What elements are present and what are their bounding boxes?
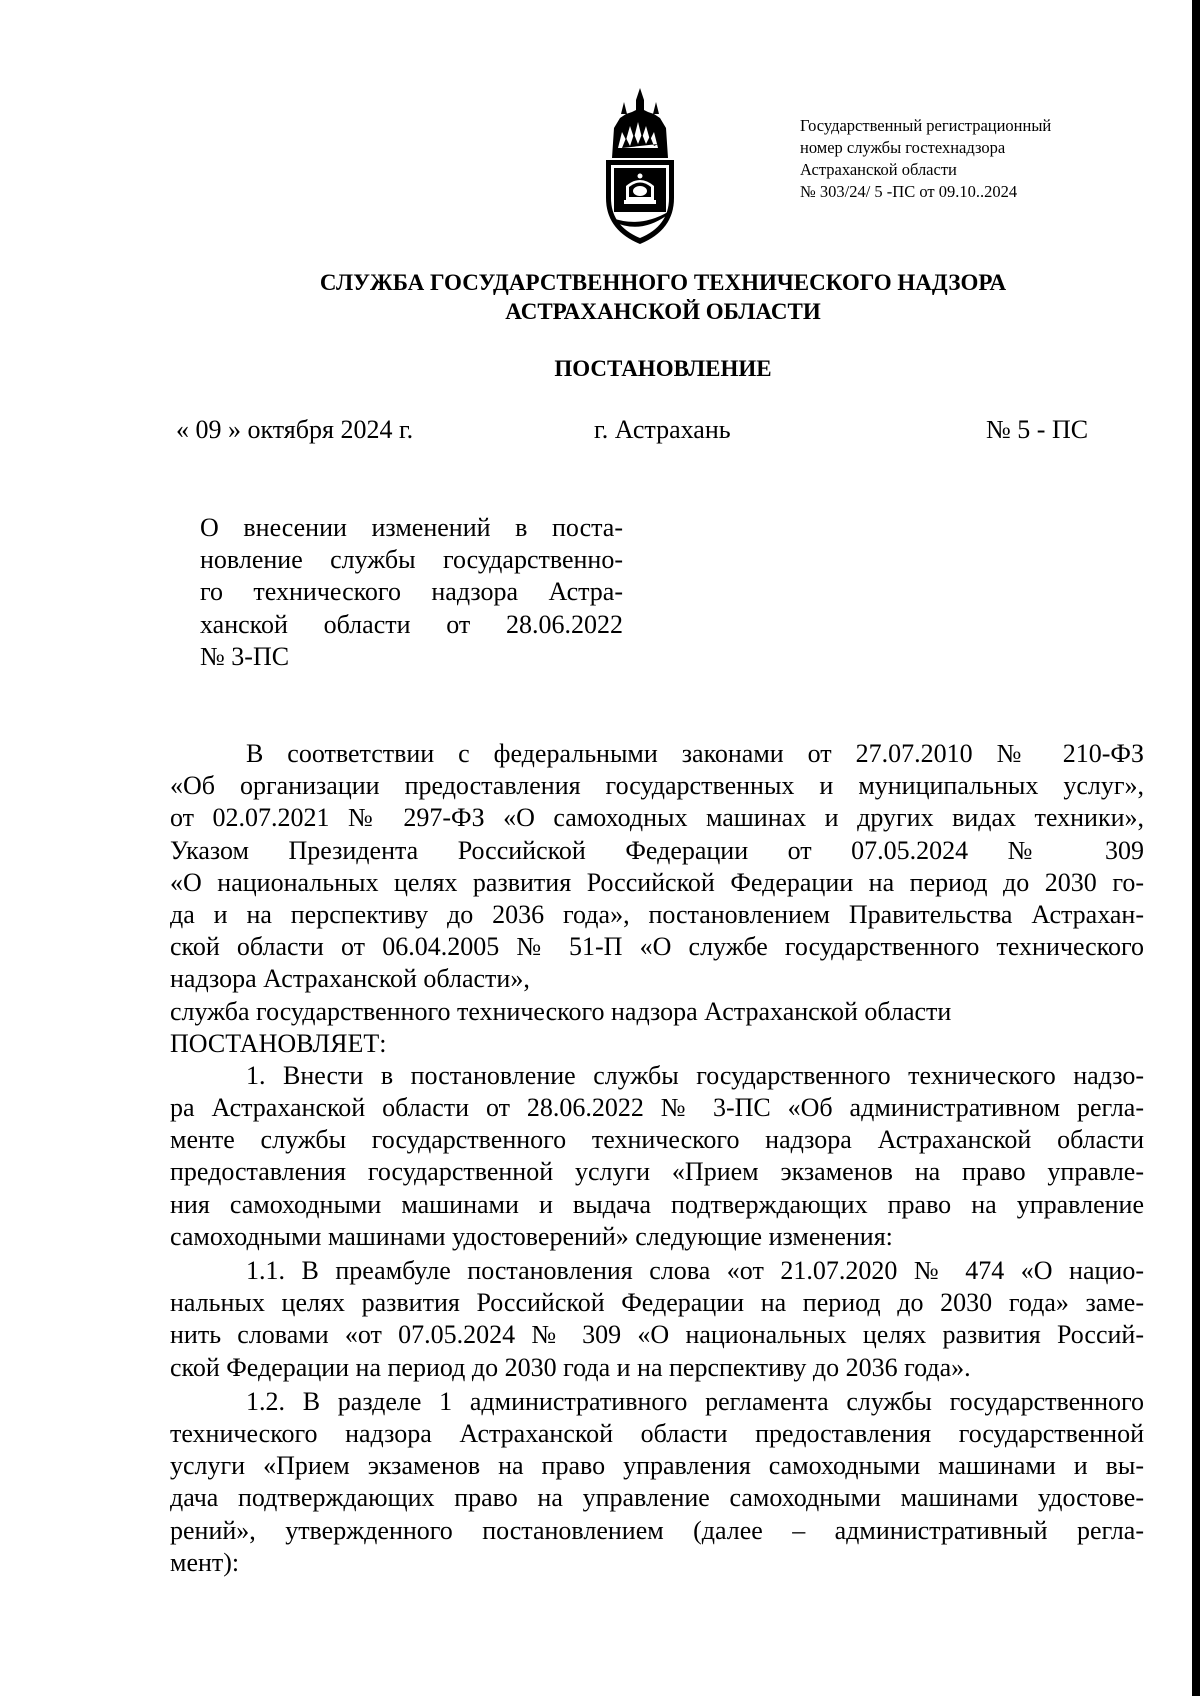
item-1-1-line: 1.1. В преамбуле постановления слова «от 21.07.2020 № 474 «О нацио-	[246, 1256, 1144, 1285]
subject-line: новление службы государственно-	[200, 545, 623, 575]
preamble-line: надзора Астраханской области»,	[170, 964, 530, 994]
preamble-line: да и на перспективу до 2036 года», постановлением Правительства Астрахан-	[170, 899, 1144, 929]
organization-title-line: СЛУЖБА ГОСУДАРСТВЕННОГО ТЕХНИЧЕСКОГО НАДЗОРА	[319, 270, 1007, 295]
item-1-line: предоставления государственной услуги «Прием экзаменов на право управле-	[170, 1157, 1144, 1187]
item-1-1-line: ской Федерации на период до 2030 года и на перспективу до 2036 года».	[170, 1352, 971, 1382]
page-edge-border	[1192, 0, 1200, 1696]
decree-subject-line: служба государственного технического надзора Астраханской области	[170, 996, 952, 1026]
item-1-line: 1. Внести в постановление службы государственного технического надзо-	[246, 1060, 1144, 1090]
coat-of-arms-icon	[600, 88, 680, 248]
preamble-line: Указом Президента Российской Федерации от 07.05.2024 № 309	[170, 835, 1144, 865]
item-1-line: ния самоходными машинами и выдача подтверждающих право на управление	[170, 1189, 1144, 1219]
document-type-heading: ПОСТАНОВЛЕНИЕ	[554, 356, 772, 381]
subject-line: ханской области от 28.06.2022	[200, 609, 623, 639]
registration-stamp-line: Государственный регистрационный	[800, 116, 1052, 135]
preamble-line: «О национальных целях развития Российской Федерации на период до 2030 го-	[170, 867, 1144, 897]
preamble-line: В соответствии с федеральными законами от 27.07.2010 № 210-ФЗ	[246, 739, 1144, 768]
document-body	[170, 738, 1144, 1579]
document-number: № 5 - ПС	[986, 415, 1089, 444]
subject-line: № 3-ПС	[200, 641, 290, 671]
organization-title	[150, 268, 1176, 326]
preamble-line: от 02.07.2021 № 297-ФЗ «О самоходных машинах и других видах техники»,	[170, 803, 1144, 833]
registration-stamp-line: номер службы гостехнадзора	[800, 138, 1006, 157]
registration-stamp-line: № 303/24/ 5 -ПС от 09.10..2024	[800, 182, 1018, 201]
item-1-2-line: технического надзора Астраханской области предоставления государственной	[170, 1418, 1144, 1448]
document-date: « 09 » октября 2024 г.	[176, 415, 414, 444]
subject-line: го технического надзора Астра-	[200, 577, 623, 607]
item-1-2-line: услуги «Прием экзаменов на право управления самоходными машинами и вы-	[170, 1451, 1144, 1481]
item-1-1-line: нить словами «от 07.05.2024 № 309 «О национальных целях развития Россий-	[170, 1320, 1144, 1350]
item-1-1-line: нальных целях развития Российской Федерации на период до 2030 года» заме-	[170, 1288, 1144, 1318]
item-1-2-line: рений», утвержденного постановлением (далее – административный регла-	[170, 1515, 1144, 1545]
item-1-line: ра Астраханской области от 28.06.2022 № 3-ПС «Об административном регла-	[170, 1093, 1144, 1123]
subject-line: О внесении изменений в поста-	[200, 513, 623, 542]
registration-stamp	[800, 115, 1130, 203]
item-1-line: самоходными машинами удостоверений» следующие изменения:	[170, 1221, 893, 1251]
item-1-2-line: дача подтверждающих право на управление самоходными машинами удостове-	[170, 1483, 1144, 1513]
item-1-line: менте службы государственного технического надзора Астраханской области	[170, 1125, 1144, 1155]
preamble-line: «Об организации предоставления государственных и муниципальных услуг»,	[170, 771, 1144, 801]
decree-verb-line: ПОСТАНОВЛЯЕТ:	[170, 1028, 387, 1058]
registration-stamp-line: Астраханской области	[800, 160, 957, 179]
organization-title-line: АСТРАХАНСКОЙ ОБЛАСТИ	[505, 299, 821, 324]
preamble-line: ской области от 06.04.2005 № 51-П «О службе государственного технического	[170, 932, 1144, 962]
item-1-2-line: мент):	[170, 1547, 240, 1577]
document-subject	[200, 512, 623, 673]
document-city: г. Астрахань	[594, 415, 731, 444]
item-1-2-line: 1.2. В разделе 1 административного регламента службы государственного	[246, 1386, 1144, 1416]
